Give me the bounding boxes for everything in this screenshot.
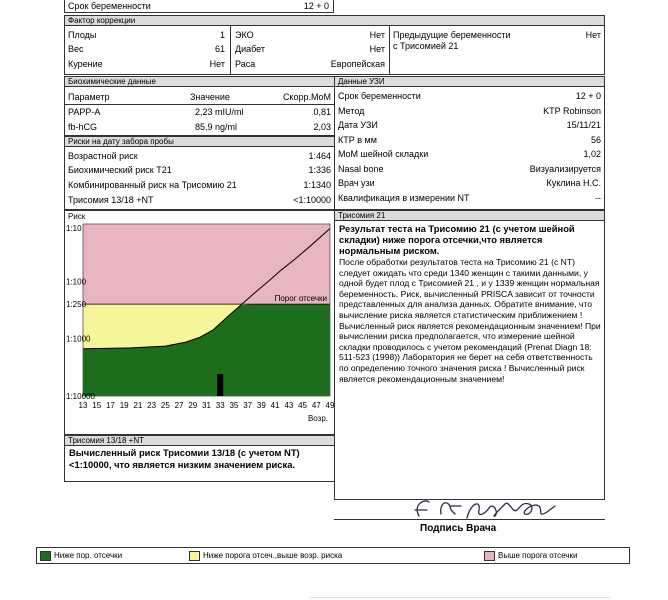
tri1318-conclusion: Вычисленный риск Трисомии 13/18 (с учетом NT) <1:10000, что является низким значением риска. (69, 447, 300, 470)
prev-pregnancies-value: Нет (585, 30, 601, 40)
biochem-row-param: fb-hCG (68, 122, 98, 132)
diabetes-label: Диабет (235, 44, 266, 54)
biochem-col-value: Значение (190, 92, 230, 102)
prev-pregnancies-label: Предыдущие беременности с Трисомией 21 (393, 30, 511, 51)
uzi-row-value: 15/11/21 (566, 120, 601, 130)
uzi-row-value: 12 + 0 (575, 91, 601, 101)
divider (334, 519, 605, 520)
risk-row-value: 1:1340 (303, 180, 331, 190)
top-gestation-value: 12 + 0 (303, 1, 329, 11)
x-tick-label: 45 (298, 401, 308, 410)
smoking-value: Нет (209, 59, 225, 69)
signature-label: Подпись Врача (420, 523, 497, 534)
weight-label: Вес (68, 44, 84, 54)
x-tick-label: 49 (325, 401, 335, 410)
risk-chart (64, 210, 335, 435)
risk-row-label: Трисомия 13/18 +NT (68, 195, 154, 205)
y-tick-label: 1:1000 (66, 334, 91, 344)
uzi-row-value: KTP Robinson (543, 105, 601, 116)
x-tick-label: 43 (284, 401, 294, 410)
x-tick-label: 27 (174, 401, 184, 410)
race-value: Европейская (330, 59, 385, 69)
uzi-row-label: Квалификация в измерении NT (338, 192, 470, 203)
x-tick-label: 15 (92, 401, 102, 410)
risks-header: Риски на дату забора пробы (65, 137, 334, 147)
y-tick-label: 1:10000 (66, 392, 95, 401)
x-tick-label: 21 (133, 401, 143, 410)
race-label: Раса (235, 59, 256, 69)
risk-row-label: Возрастной риск (68, 151, 138, 161)
risk-row-value: 1:464 (308, 151, 331, 161)
x-tick-label: 17 (105, 401, 115, 410)
uzi-row-value: Визуализируется (529, 163, 601, 174)
fetuses-label: Плоды (68, 30, 97, 40)
x-tick-label: 13 (78, 401, 88, 410)
x-tick-label: 39 (256, 401, 266, 410)
biochem-row-param: PAPP-A (68, 107, 101, 117)
chart-x-title: Возр. (307, 414, 328, 423)
uzi-row-value: Куклина Н.С. (546, 178, 601, 188)
chart-y-title: Риск (68, 212, 86, 221)
fetuses-value: 1 (219, 30, 225, 40)
risk-row-value: <1:10000 (293, 195, 331, 205)
doctor-signature (405, 488, 575, 528)
patient-marker (217, 374, 223, 396)
x-tick-label: 31 (202, 401, 211, 410)
uzi-row-label: MoM шейной складки (338, 149, 429, 159)
tri1318-header: Трисомия 13/18 +NT (65, 436, 334, 446)
uzi-row-label: Срок беременности (338, 91, 421, 101)
zone-high (83, 224, 330, 304)
biochem-header: Биохимические данные (65, 77, 334, 87)
uzi-row-value: 56 (590, 134, 601, 145)
cutoff-label: Порог отсечки (274, 294, 327, 304)
legend-low-label: Ниже пор. отсечки (54, 551, 123, 560)
biochem-col-mom: Скорр.MoM (282, 92, 331, 102)
x-tick-label: 41 (270, 401, 280, 410)
y-tick-label: 1:10 (66, 224, 82, 233)
legend-mid-swatch (189, 551, 200, 561)
legend-low-swatch (40, 551, 51, 561)
x-tick-label: 29 (188, 401, 198, 410)
tri21-header: Трисомия 21 (335, 211, 604, 221)
biochem-row-mom: 0,81 (313, 107, 331, 117)
risk-row-label: Биохимический риск T21 (68, 165, 172, 175)
uzi-row-label: Nasal bone (338, 163, 384, 174)
top-gestation-label: Срок беременности (68, 1, 151, 11)
biochem-col-param: Параметр (68, 92, 110, 102)
weight-value: 61 (214, 44, 225, 54)
divider (389, 25, 390, 75)
x-tick-label: 23 (147, 401, 157, 410)
uzi-row-label: КТР в мм (338, 134, 377, 145)
correction-header: Фактор коррекции (65, 16, 604, 26)
x-tick-label: 35 (229, 401, 239, 410)
x-tick-label: 19 (119, 401, 129, 410)
divider (310, 597, 610, 598)
y-tick-label: 1:250 (66, 300, 87, 310)
risk-row-label: Комбинированный риск на Трисомию 21 (68, 180, 237, 190)
ivf-label: ЭКО (235, 30, 254, 40)
risk-row-value: 1:336 (308, 165, 331, 175)
smoking-label: Курение (68, 59, 103, 69)
tri21-conclusion: Результат теста на Трисомию 21 (с учетом шейной складки) ниже порога отсечки,что является нормальным риском. (339, 223, 575, 256)
x-tick-label: 37 (243, 401, 253, 410)
diabetes-value: Нет (369, 44, 385, 54)
uzi-header: Данные УЗИ (335, 77, 604, 87)
x-tick-label: 33 (215, 401, 225, 410)
divider (65, 104, 334, 105)
biochem-row-value: 85,9 ng/ml (195, 122, 238, 132)
uzi-row-label: Метод (338, 105, 365, 116)
tri21-explanation: После обработки результатов теста на Трисомию 21 (с NT) следует ожидать что среди 1340 женщин с такими данными, у одной будет плод с Трисомией 21 , и у 1339 женщин нормальная беременность. Риск, вычисленный PRISCA зависит от точности представленных для анализа данных. Обратите внимание, что вычисление риска является статистическим приближением ! Вычисленный риск является рекомендационным значением! При вычислении риска предполагается, что измерение шейной складки проводилось с учетом рекомендаций (Prenat Diagn 18: 511-523 (1998)) Лаборатория не берет на себя ответственность по определению точного значения риска ! Вычисленный риск является рекомендационным значением! (339, 257, 601, 384)
y-tick-label: 1:100 (66, 277, 87, 287)
uzi-row-value: -- (595, 192, 601, 203)
uzi-row-label: Дата УЗИ (338, 120, 378, 130)
legend-high-label: Выше порога отсечки (498, 551, 578, 560)
ivf-value: Нет (369, 30, 385, 40)
x-tick-label: 25 (160, 401, 170, 410)
legend-high-swatch (484, 551, 495, 561)
x-tick-label: 47 (311, 401, 321, 410)
uzi-row-value: 1,02 (583, 149, 601, 159)
divider (230, 25, 231, 75)
biochem-row-value: 2,23 mIU/ml (195, 107, 244, 117)
legend-mid-label: Ниже порога отсеч.,выше возр. риска (203, 551, 343, 560)
uzi-row-label: Врач узи (338, 178, 375, 188)
biochem-row-mom: 2,03 (313, 122, 331, 132)
